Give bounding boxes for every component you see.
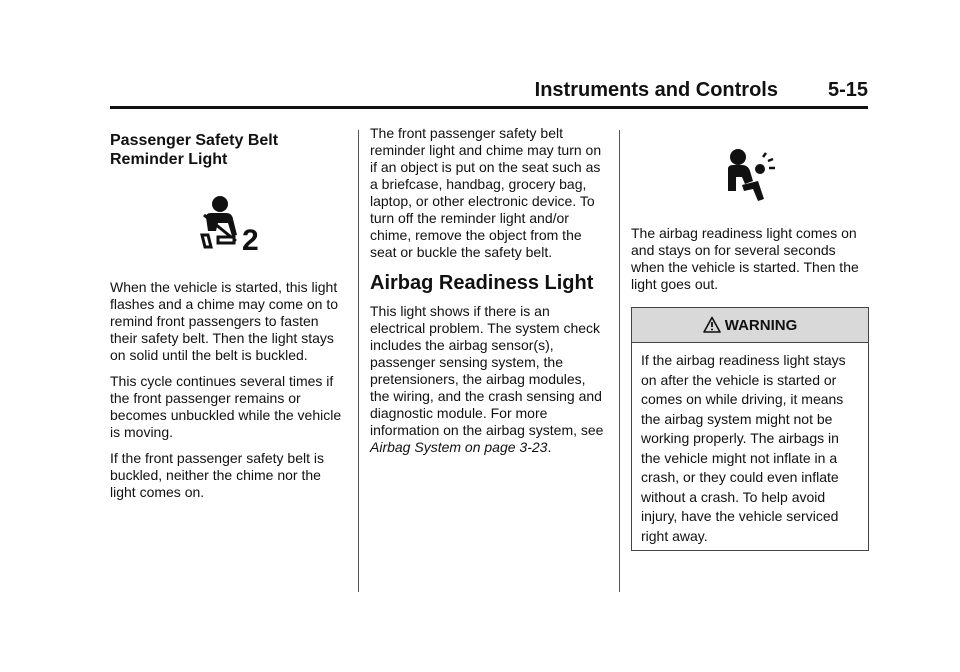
column-middle: [370, 125, 608, 465]
paragraph-text: This light shows if there is an electrical problem. The system check includes the airbag sensor(s), passenger sensing system, the pretensioners, the airbag modules, the wiring, and the crash sensing and diagnostic module. For more information on the airbag system, see: [370, 303, 604, 438]
airbag-readiness-icon: [631, 125, 869, 225]
paragraph: When the vehicle is started, this light flashes and a chime may come on to remind front passengers to fasten their safety belt. Then the light stays on solid until the belt is buckled.: [110, 279, 339, 363]
column-divider: [358, 130, 359, 592]
warning-triangle-icon: [703, 316, 721, 334]
warning-text: If the airbag readiness light stays on after the vehicle is started or comes on while driving, it means the airbag system might not be working properly. The airbags in the vehicle might not inflate in a crash, or they could even inflate without a crash. To help avoid injury, have the vehicle serviced right away.: [641, 352, 846, 544]
passenger-seatbelt-reminder-icon: [110, 169, 348, 279]
warning-header: [632, 308, 868, 343]
column-left: [110, 125, 348, 510]
passenger-belt-heading: [110, 131, 348, 169]
paragraph-end: .: [547, 439, 552, 455]
column-divider: [619, 130, 620, 592]
paragraph: The airbag readiness light comes on and stays on for several seconds when the vehicle is started. Then the light goes out.: [631, 225, 859, 292]
airbag-readiness-heading: Airbag Readiness Light: [370, 272, 594, 294]
page-number: 5-15: [827, 79, 868, 101]
cross-reference-link[interactable]: Airbag System on page 3-23: [370, 439, 548, 455]
paragraph: If the front passenger safety belt is buckled, neither the chime nor the light comes on.: [110, 450, 325, 500]
warning-title: WARNING: [724, 316, 798, 334]
page-header: [110, 78, 868, 109]
heading-line: Passenger Safety Belt: [110, 132, 279, 149]
heading-line: Reminder Light: [110, 151, 228, 168]
icon-number: 2: [242, 224, 259, 253]
section-title: Instruments and Controls: [534, 79, 778, 101]
paragraph: This cycle continues several times if the front passenger remains or becomes unbuckled while the vehicle is moving.: [110, 373, 342, 440]
column-right: [631, 125, 869, 551]
paragraph: The front passenger safety belt reminder light and chime may turn on if an object is put on the seat such as a briefcase, handbag, grocery bag, laptop, or other electronic device. To turn off the reminder light and/or chime, remove the object from the seat or buckle the safety belt.: [370, 125, 602, 260]
warning-box: [631, 307, 869, 551]
paragraph: [370, 303, 608, 456]
